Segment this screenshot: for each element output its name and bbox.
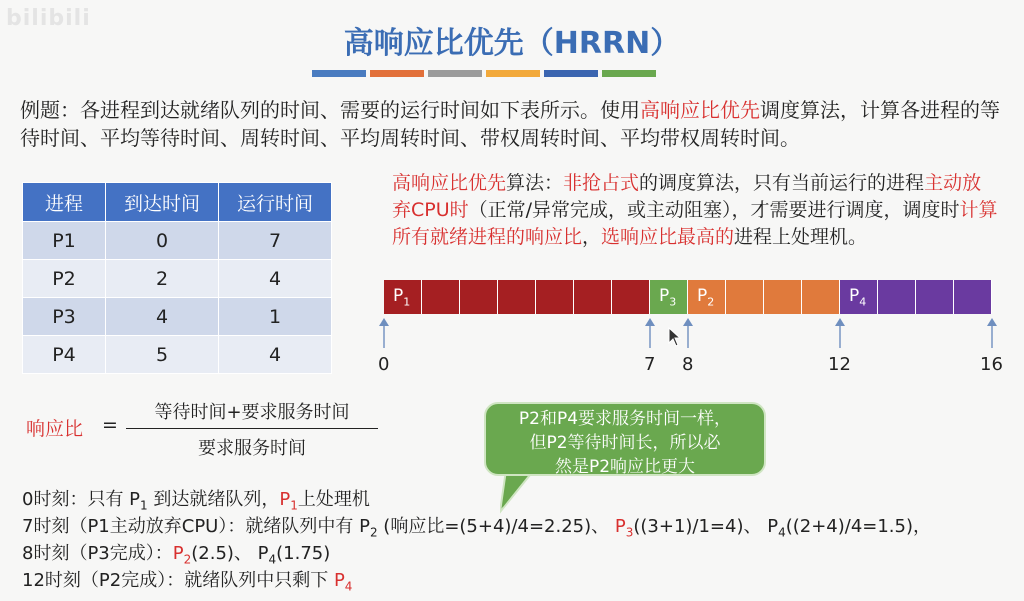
text: P — [172, 543, 184, 564]
cell-runtime: 7 — [219, 222, 332, 260]
header-process: 进程 — [23, 183, 106, 222]
watermark-logo: bilibili — [6, 6, 91, 31]
text: 12时刻（P2完成）：就绪队列中只剩下 — [22, 570, 334, 591]
cell-arrival: 0 — [106, 222, 219, 260]
text: 到达就绪队列， — [147, 489, 280, 510]
gantt-cell — [802, 280, 840, 314]
cell-process: P1 — [23, 222, 106, 260]
fraction-line — [126, 428, 378, 429]
text: ((2+4)/4=1.5)， — [785, 516, 932, 537]
header-runtime: 运行时间 — [219, 183, 332, 222]
subscript: 4 — [778, 525, 786, 540]
algo-text: （正常/异常完成，或主动阻塞），才需要进行调度，调度时 — [468, 199, 960, 221]
gantt-cell — [460, 280, 498, 314]
algo-compute-ratio: 计算所有就绪进程的响应比 — [392, 199, 998, 248]
gantt-cell — [612, 280, 650, 314]
gantt-cell — [574, 280, 612, 314]
time-tick-label: 8 — [682, 354, 694, 375]
intro-text-2: 调度算法，计算各进程的等待时间、平均等待时间、周转时间、平均周转时间、带权周转时间、平均带权周转时间。 — [20, 98, 1000, 150]
time-tick-label: 7 — [644, 354, 656, 375]
text: (响应比=(5+4)/4=2.25)、 — [377, 516, 615, 537]
callout-bubble — [484, 402, 766, 476]
algo-name: 高响应比优先 — [392, 172, 507, 194]
up-arrow-icon — [378, 318, 390, 348]
text: 、 P — [233, 543, 269, 564]
highlight-process — [172, 543, 192, 567]
up-arrow-icon — [834, 318, 846, 348]
title-bar-segment — [370, 70, 424, 77]
callout-line: 然是P2响应比更大 — [554, 457, 696, 477]
text: P — [333, 570, 345, 591]
gantt-cell — [954, 280, 992, 314]
algo-select-highest: 选响应比最高的 — [601, 226, 735, 248]
subscript: 2 — [183, 552, 192, 567]
text: (1.75) — [276, 543, 331, 564]
cell-process: P2 — [23, 260, 106, 298]
intro-paragraph — [20, 96, 1010, 152]
subscript: 4 — [268, 552, 277, 567]
cell-runtime: 4 — [219, 336, 332, 374]
header-arrival: 到达时间 — [106, 183, 219, 222]
up-arrow-icon — [682, 318, 694, 348]
gantt-label-subscript: 2 — [707, 295, 715, 309]
gantt-chart — [384, 280, 992, 314]
gantt-cell — [764, 280, 802, 314]
explanation-line-7 — [22, 512, 931, 540]
explanation-line-12 — [22, 566, 352, 594]
text: (2.5) — [191, 543, 234, 564]
gantt-label: $P_3$ — [659, 286, 677, 309]
formula-equals: = — [102, 414, 118, 436]
gantt-label: $P_1$ — [393, 286, 411, 309]
title-bar-segment — [486, 70, 540, 77]
title-bar-segment — [544, 70, 598, 77]
text: ((3+1)/1=4)、 P — [633, 516, 779, 537]
title-bar-segment — [312, 70, 366, 77]
subscript: 1 — [140, 498, 148, 513]
time-tick-label: 16 — [980, 354, 1003, 375]
table-header-row — [23, 183, 332, 222]
callout-line: P2和P4要求服务时间一样， — [518, 409, 732, 429]
subscript: 2 — [369, 525, 378, 540]
cell-runtime: 4 — [219, 260, 332, 298]
table-row — [23, 336, 332, 374]
gantt-cell — [536, 280, 574, 314]
mouse-cursor-icon — [668, 327, 682, 347]
algo-text: 算法： — [506, 172, 564, 194]
subscript: 4 — [344, 579, 353, 594]
subscript: 1 — [290, 498, 298, 513]
cell-arrival: 5 — [106, 336, 219, 374]
intro-highlight: 高响应比优先 — [640, 98, 760, 122]
up-arrow-icon — [986, 318, 998, 348]
gantt-label: $P_2$ — [697, 286, 715, 309]
title-bar-segment — [428, 70, 482, 77]
algo-text: 进程上处理机。 — [734, 226, 868, 248]
text: 7时刻（P1主动放弃CPU）：就绪队列中有 P — [22, 516, 370, 537]
cell-process: P3 — [23, 298, 106, 336]
cell-arrival: 4 — [106, 298, 219, 336]
formula-denominator: 要求服务时间 — [198, 438, 306, 459]
gantt-label-subscript: 4 — [859, 295, 867, 309]
title-bar-segment — [602, 70, 656, 77]
cell-arrival: 2 — [106, 260, 219, 298]
algo-text: ， — [582, 226, 602, 248]
table-row — [23, 222, 332, 260]
highlight-process — [333, 570, 353, 594]
algorithm-description — [392, 170, 1000, 251]
gantt-label: $P_4$ — [849, 286, 867, 309]
time-tick-label: 0 — [378, 354, 390, 375]
gantt-cell — [916, 280, 954, 314]
cell-process: P4 — [23, 336, 106, 374]
formula-label: 响应比 — [26, 418, 84, 440]
slide-title: 高响应比优先（HRRN） — [343, 26, 681, 61]
gantt-label-subscript: 1 — [403, 295, 411, 309]
up-arrow-icon — [644, 318, 656, 348]
subscript: 3 — [625, 525, 634, 540]
text: 上处理机 — [297, 489, 370, 510]
explanation-line-8 — [22, 539, 330, 567]
text: 8时刻（P3完成）： — [22, 543, 173, 564]
intro-text-1: 例题：各进程到达就绪队列的时间、需要的运行时间如下表所示。使用 — [20, 98, 640, 122]
process-table — [22, 182, 332, 374]
algo-non-preemptive: 非抢占式 — [563, 172, 640, 194]
gantt-cell — [498, 280, 536, 314]
algo-text: 的调度算法，只有当前运行的进程 — [639, 172, 925, 194]
gantt-label-subscript: 3 — [669, 295, 677, 309]
highlight-process — [614, 516, 634, 540]
gantt-cell — [878, 280, 916, 314]
callout-line: 但P2等待时间长，所以必 — [529, 433, 721, 453]
formula-numerator: 等待时间+要求服务时间 — [154, 402, 350, 423]
explanation-line-0 — [22, 485, 370, 513]
highlight-process — [279, 489, 298, 513]
algo-give-up-cpu: 主动放弃CPU时 — [392, 172, 982, 221]
gantt-cell — [422, 280, 460, 314]
gantt-cell — [726, 280, 764, 314]
table-row — [23, 298, 332, 336]
cell-runtime: 1 — [219, 298, 332, 336]
text: P — [614, 516, 626, 537]
text: 0时刻：只有 P — [22, 489, 141, 510]
time-tick-label: 12 — [828, 354, 851, 375]
table-row — [23, 260, 332, 298]
text: P — [279, 489, 291, 510]
